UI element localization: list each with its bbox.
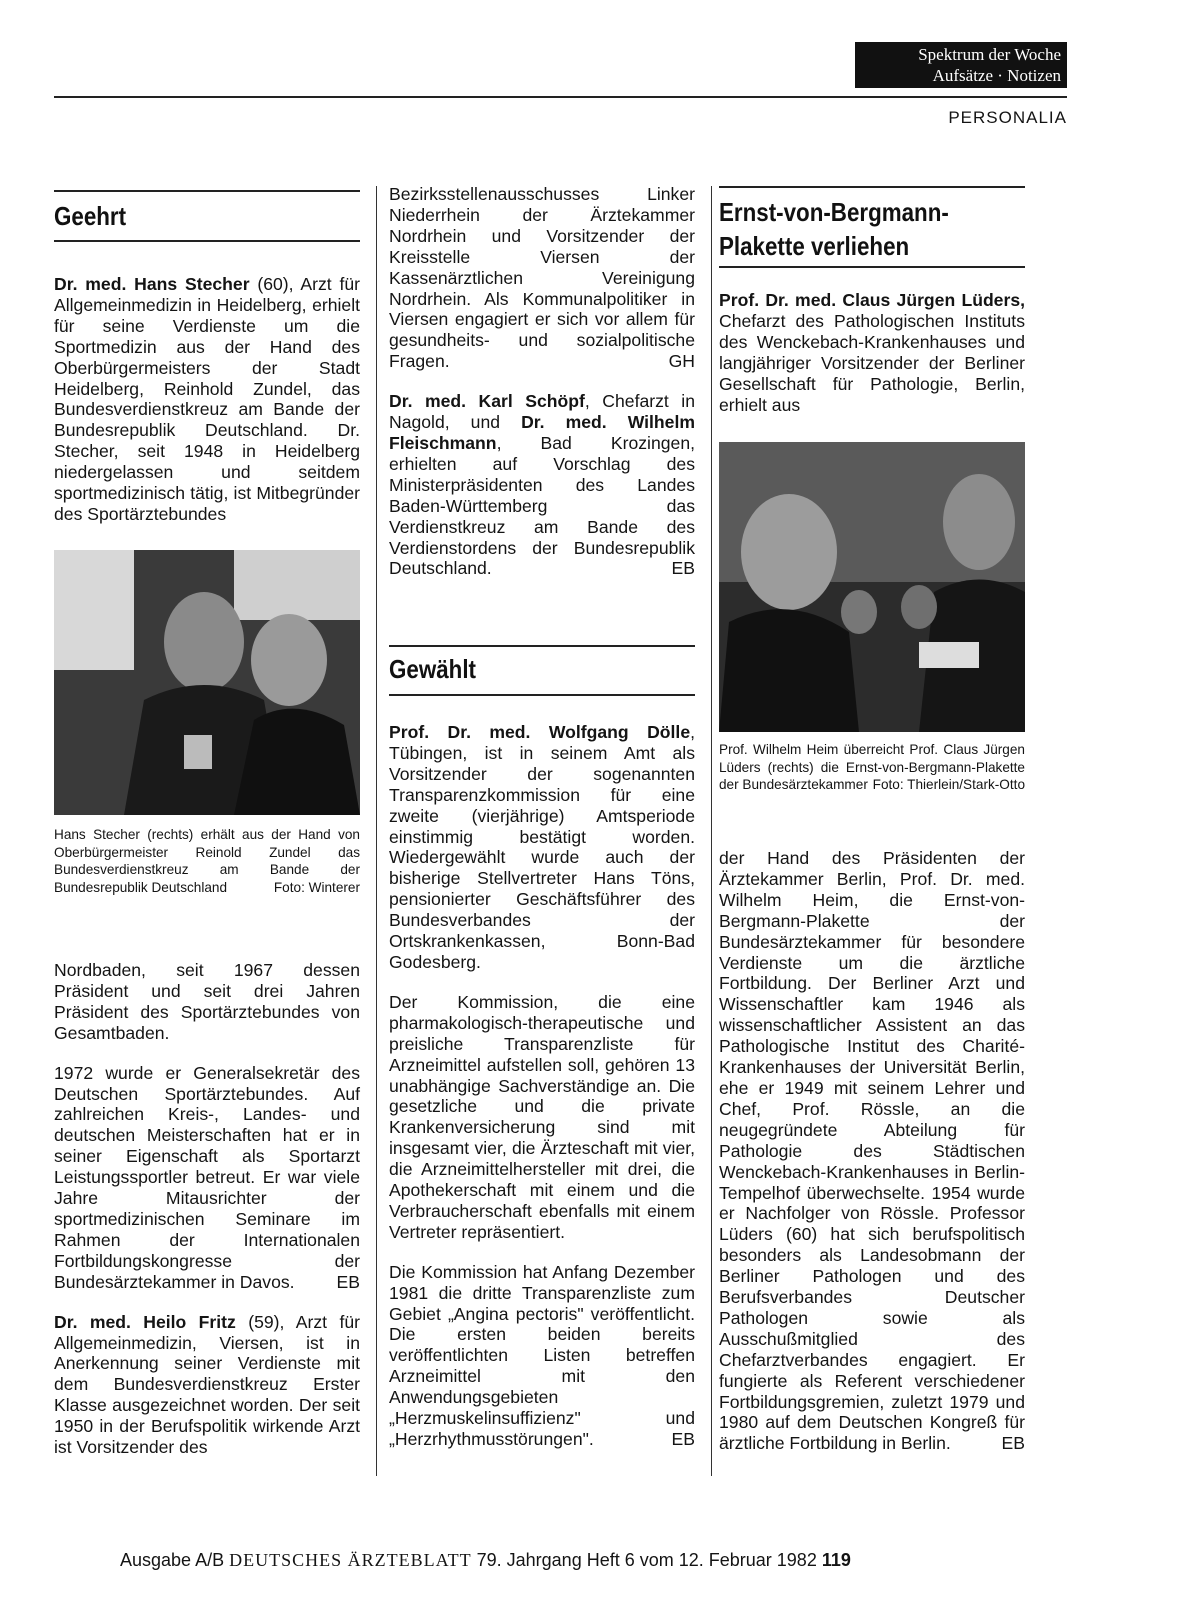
- paragraph: Dr. med. Hans Stecher (60), Arzt für Allgemeinmedizin in Heidelberg, erhielt für seine Verdienste um die Sportmedizin aus der Hand des Oberbürgermeisters der Stadt Heidelberg, Reinhold Zundel, das Bundesverdienstkreuz am Bande der Bundesrepublik Deutschland. Dr. Stecher, seit 1948 in Heidelberg niedergelassen und seitdem sportmedizinisch tätig, ist Mitbegründer des Sportärztebundes: [54, 274, 360, 524]
- col2-top-rule: [389, 645, 695, 647]
- col2-article-b: [389, 722, 695, 1469]
- page-number: 119: [821, 1550, 851, 1570]
- paragraph: Die Kommission hat Anfang Dezember 1981 die dritte Transparenzliste zum Gebiet „Angina pectoris" veröffentlicht. Die ersten beiden bereits veröffentlichten Listen betreffen Arzneimittel mit den Anwendungsgebieten „Herzmuskelinsuffizienz" und „Herzrhythmusstörungen". EB: [389, 1261, 695, 1449]
- paragraph: der Hand des Präsidenten der Ärztekammer Berlin, Prof. Dr. med. Wilhelm Heim, die Ernst-von-Bergmann-Plakette der Bundesärztekammer für besondere Verdienste um die ärztliche Fortbildung. Der Berliner Arzt und Wissenschaftler kam 1946 als wissenschaftlicher Assistent an das Pathologische Institut des Charité-Krankenhauses der Universität Berlin, ehe er 1949 mit seinem Lehrer und Chef, Prof. Rössle, an die neugegründete Abteilung für Pathologie des Städtischen Wenckebach-Krankenhauses in Berlin-Tempelhof überwechselte. 1954 wurde er Nachfolger von Rössle. Professor Lüders (60) hat sich berufspolitisch besonders als Landesobmann der Berliner Pathologen und des Berufsverbandes Deutscher Pathologen sowie als Ausschußmitglied des Chefarztverbandes engagiert. Er fungierte als Referent verschiedener Fortbildungsgremien, zuletzt 1979 und 1980 auf dem Deutschen Kongreß für ärztliche Fortbildung in Berlin. EB: [719, 848, 1025, 1454]
- paragraph: Der Kommission, die eine pharmakologisch-therapeutische und preisliche Transparenzliste für Arzneimittel aufstellen soll, gehören 13 unabhängige Sachverständige an. Die gesetzliche und die private Krankenversicherung sind mit insgesamt vier, die Ärzteschaft mit vier, die Arzneimittelhersteller mit drei, die Apothekerschaft mit einem und die Verbraucherschaft ebenfalls mit einem Vertreter repräsentiert.: [389, 991, 695, 1242]
- author-initials: EB: [336, 1271, 360, 1292]
- section-label-box: [855, 42, 1067, 88]
- col2-heading-rule: [389, 694, 695, 696]
- col2-article-a: [389, 184, 695, 598]
- col1-article-start: [54, 274, 360, 544]
- paragraph: Dr. med. Karl Schöpf, Chefarzt in Nagold, und Dr. med. Wilhelm Fleischmann, Bad Krozingen, erhielten auf Vorschlag des Ministerpräsidenten des Landes Baden-Württemberg das Verdienstkreuz am Bande des Verdienstordens der Bundesrepublik Deutschland. EB: [389, 391, 695, 579]
- photo-lueders: [719, 442, 1025, 732]
- col1-article-cont: [54, 960, 360, 1477]
- col1-top-rule: [54, 190, 360, 192]
- person-name: Dr. med. Karl Schöpf: [389, 391, 585, 412]
- person-name: Dr. med. Wilhelm Fleischmann: [389, 412, 695, 453]
- header-rule: [54, 96, 1067, 98]
- photo-credit: Foto: Winterer: [273, 879, 360, 895]
- section-title: PERSONALIA: [948, 108, 1067, 127]
- col3-article-start: [719, 290, 1025, 434]
- heading-bergmann: Ernst-von-Bergmann- Plakette verliehen: [719, 197, 949, 261]
- paragraph: 1972 wurde er Generalsekretär des Deutschen Sportärztebundes. Auf zahlreichen Kreis-, Landes- und deutschen Meisterschaften hat er in seiner Eigenschaft als Sportarzt Leistungssportler betreut. Er war viele Jahre Mitausrichter der sportmedizinischen Seminare im Rahmen der Internationalen Fortbildungskongresse der Bundesärztekammer in Davos. EB: [54, 1062, 360, 1292]
- paragraph: Bezirksstellenausschusses Linker Niederrhein der Ärztekammer Nordrhein und Vorsitzender der Kreisstelle Viersen der Kassenärztlichen Vereinigung Nordrhein. Als Kommunalpolitiker in Viersen engagiert er sich vor allem für gesundheits- und sozialpolitische Fragen. GH: [389, 184, 695, 372]
- column-divider: [376, 186, 377, 1476]
- footer-issue: 79. Jahrgang Heft 6 vom 12. Februar 1982: [476, 1550, 817, 1570]
- photo-credit: Foto: Thierlein/Stark-Otto: [872, 777, 1025, 792]
- person-name: Dr. med. Heilo Fritz: [54, 1311, 236, 1332]
- page-footer: [120, 1550, 1067, 1571]
- author-initials: EB: [671, 1429, 695, 1449]
- person-name: Dr. med. Hans Stecher: [54, 274, 250, 294]
- paragraph: Prof. Dr. med. Wolfgang Dölle, Tübingen, ist in seinem Amt als Vorsitzender der sogenannten Transparenzkommission für eine zweite (vierjährige) Amtsperiode einstimmig bestätigt worden. Wiedergewählt wurde auch der bisherige Stellvertreter Hans Töns, pensionierter Geschäftsführer des Bundesverbandes der Ortskrankenkassen, Bonn-Bad Godesberg.: [389, 722, 695, 972]
- col3-heading-rule: [719, 266, 1025, 268]
- footer-journal: DEUTSCHES ÄRZTEBLATT: [229, 1550, 472, 1570]
- col1-heading-rule: [54, 240, 360, 242]
- author-initials: EB: [1001, 1433, 1025, 1454]
- person-name: Prof. Dr. med. Claus Jürgen Lüders,: [719, 290, 1025, 310]
- author-initials: GH: [668, 351, 695, 372]
- paragraph: Prof. Dr. med. Claus Jürgen Lüders, Chefarzt des Pathologischen Instituts des Wenckebach-Krankenhauses und langjähriger Vorsitzender der Berliner Gesellschaft für Pathologie, Berlin, erhielt aus: [719, 290, 1025, 415]
- photo-stecher: [54, 550, 360, 815]
- author-initials: EB: [671, 558, 695, 579]
- heading-gewaehlt: Gewählt: [389, 654, 476, 684]
- column-divider: [711, 186, 712, 1476]
- section-label-line1: Spektrum der Woche: [918, 45, 1061, 64]
- section-label-line2: Aufsätze · Notizen: [932, 66, 1061, 85]
- footer-edition: Ausgabe A/B: [120, 1550, 225, 1570]
- person-name: Prof. Dr. med. Wolfgang Dölle: [389, 722, 691, 742]
- col3-article-cont: [719, 848, 1025, 1473]
- photo-caption-lueders: Prof. Wilhelm Heim überreicht Prof. Claus Jürgen Lüders (rechts) die Ernst-von-Bergmann-Plakette der Bundesärztekammer Foto: Thierlein/Stark-Otto: [719, 742, 1025, 792]
- photo-caption-stecher: Hans Stecher (rechts) erhält aus der Hand von Oberbürgermeister Reinold Zundel das Bundesverdienstkreuz am Bande der Bundesrepublik Deutschland Foto: Winterer: [54, 827, 360, 895]
- paragraph: Nordbaden, seit 1967 dessen Präsident und seit drei Jahren Präsident des Sportärztebundes von Gesamtbaden.: [54, 960, 360, 1043]
- col3-top-rule: [719, 186, 1025, 188]
- paragraph: Dr. med. Heilo Fritz (59), Arzt für Allgemeinmedizin, Viersen, ist in Anerkennung seiner Verdienste mit dem Bundesverdienstkreuz Erster Klasse ausgezeichnet worden. Der seit 1950 in der Berufspolitik wirkende Arzt ist Vorsitzender des: [54, 1311, 360, 1458]
- heading-geehrt: Geehrt: [54, 201, 127, 231]
